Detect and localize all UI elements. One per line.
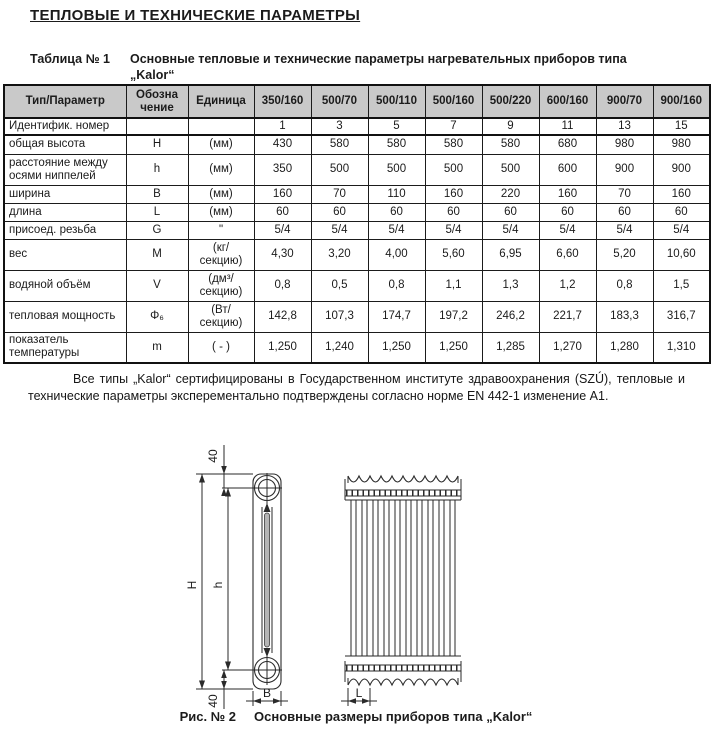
cell-unit: (кг/ секцию) (188, 239, 254, 270)
cell-value: 221,7 (539, 301, 596, 332)
cell-value: 1,240 (311, 332, 368, 363)
cell-value: 1,5 (653, 270, 710, 301)
column-header: 350/160 (254, 85, 311, 118)
cell-value: 500 (425, 154, 482, 185)
cell-value: 5/4 (482, 221, 539, 239)
cell-value: 1,250 (254, 332, 311, 363)
table-row (4, 203, 710, 221)
cell-value: 580 (368, 135, 425, 154)
cell-value: 1,250 (368, 332, 425, 363)
cell-param: длина (4, 203, 126, 221)
table-row (4, 239, 710, 270)
cell-value: 316,7 (653, 301, 710, 332)
cell-value: 5/4 (368, 221, 425, 239)
table-row (4, 185, 710, 203)
column-header: Обозна чение (126, 85, 188, 118)
cell-unit: (мм) (188, 185, 254, 203)
cell-value: 160 (653, 185, 710, 203)
cell-value: 160 (254, 185, 311, 203)
cell-param: ширина (4, 185, 126, 203)
cell-value: 4,00 (368, 239, 425, 270)
cell-symbol: L (126, 203, 188, 221)
cell-value: 11 (539, 118, 596, 135)
radiator-side-view (252, 473, 282, 689)
cell-symbol (126, 118, 188, 135)
cell-value: 5,60 (425, 239, 482, 270)
cell-value: 1,310 (653, 332, 710, 363)
cell-value: 6,60 (539, 239, 596, 270)
cell-value: 60 (539, 203, 596, 221)
table-row (4, 270, 710, 301)
cell-value: 1 (254, 118, 311, 135)
cell-value: 1,2 (539, 270, 596, 301)
cell-symbol: M (126, 239, 188, 270)
cell-value: 430 (254, 135, 311, 154)
front-view-dimensions (341, 686, 377, 706)
cell-value: 197,2 (425, 301, 482, 332)
cell-value: 60 (368, 203, 425, 221)
cell-param: вес (4, 239, 126, 270)
cell-value: 580 (425, 135, 482, 154)
cell-value: 0,8 (368, 270, 425, 301)
cell-symbol: B (126, 185, 188, 203)
cell-value: 5/4 (653, 221, 710, 239)
cell-symbol: Φ₆ (126, 301, 188, 332)
cell-value: 5/4 (539, 221, 596, 239)
cell-value: 13 (596, 118, 653, 135)
cell-value: 160 (425, 185, 482, 203)
cell-unit: " (188, 221, 254, 239)
table-caption-line1: Основные тепловые и технические параметры нагревательных приборов типа (130, 52, 627, 66)
cell-value: 15 (653, 118, 710, 135)
cell-value: 174,7 (368, 301, 425, 332)
cell-value: 0,8 (254, 270, 311, 301)
dim-label-H: H (185, 580, 199, 590)
cell-value: 160 (539, 185, 596, 203)
cell-param: общая высота (4, 135, 126, 154)
cell-param: тепловая мощность (4, 301, 126, 332)
certification-note: Все типы „Kalor“ сертифицированы в Государственном институте здравоохранения (SZÚ), тепловые и технические параметры эксперементально подтверждены согласно норме EN 442-1 изменение А1. (28, 372, 685, 403)
table-row (4, 221, 710, 239)
cell-value: 246,2 (482, 301, 539, 332)
cell-symbol: h (126, 154, 188, 185)
table-caption-label: Таблица № 1 (30, 52, 110, 66)
radiator-front-view (345, 476, 461, 685)
cell-unit: (мм) (188, 135, 254, 154)
cell-value: 10,60 (653, 239, 710, 270)
cell-value: 500 (482, 154, 539, 185)
cell-value: 500 (368, 154, 425, 185)
cell-value: 980 (596, 135, 653, 154)
cell-param: присоед. резьба (4, 221, 126, 239)
cell-symbol: H (126, 135, 188, 154)
table-caption-text (130, 51, 692, 83)
dim-label-L: L (355, 686, 363, 700)
parameters-table (3, 84, 711, 364)
cell-unit: (дм³/ секцию) (188, 270, 254, 301)
cell-value: 60 (425, 203, 482, 221)
cell-value: 5 (368, 118, 425, 135)
page-title: ТЕПЛОВЫЕ И ТЕХНИЧЕСКИЕ ПАРАМЕТРЫ (30, 7, 361, 24)
cell-unit (188, 118, 254, 135)
cell-value: 220 (482, 185, 539, 203)
table-caption (30, 51, 692, 83)
table-header-row (4, 85, 710, 118)
figure-caption-label: Рис. № 2 (179, 709, 237, 724)
cell-value: 900 (653, 154, 710, 185)
cell-symbol: V (126, 270, 188, 301)
cell-symbol: G (126, 221, 188, 239)
cell-value: 3 (311, 118, 368, 135)
cell-value: 60 (482, 203, 539, 221)
cell-value: 1,3 (482, 270, 539, 301)
cell-value: 350 (254, 154, 311, 185)
column-header: 500/220 (482, 85, 539, 118)
table-row (4, 332, 710, 363)
cell-value: 5,20 (596, 239, 653, 270)
cell-value: 1,270 (539, 332, 596, 363)
column-header: 500/70 (311, 85, 368, 118)
column-header: Тип/Параметр (4, 85, 126, 118)
cell-value: 980 (653, 135, 710, 154)
cell-value: 9 (482, 118, 539, 135)
dim-label-h: h (211, 581, 225, 589)
cell-value: 3,20 (311, 239, 368, 270)
cell-value: 183,3 (596, 301, 653, 332)
dim-label-B: B (262, 686, 272, 700)
radiator-dimensions-figure (0, 443, 712, 711)
cell-value: 5/4 (425, 221, 482, 239)
cell-param: показатель температуры (4, 332, 126, 363)
cell-value: 60 (311, 203, 368, 221)
cell-param: Идентифик. номер (4, 118, 126, 135)
column-header: 500/160 (425, 85, 482, 118)
cell-value: 70 (596, 185, 653, 203)
cell-value: 600 (539, 154, 596, 185)
cell-unit: (мм) (188, 203, 254, 221)
cell-value: 580 (311, 135, 368, 154)
side-view-dimensions (185, 445, 288, 709)
cell-value: 110 (368, 185, 425, 203)
cell-value: 900 (596, 154, 653, 185)
cell-value: 5/4 (596, 221, 653, 239)
cell-param: водяной объём (4, 270, 126, 301)
cell-param: расстояние между осями ниппелей (4, 154, 126, 185)
cell-value: 1,285 (482, 332, 539, 363)
table-caption-line2: „Kalor“ (130, 68, 175, 82)
cell-unit: ( - ) (188, 332, 254, 363)
column-header: Единица (188, 85, 254, 118)
cell-value: 60 (254, 203, 311, 221)
column-header: 500/110 (368, 85, 425, 118)
cell-value: 5/4 (254, 221, 311, 239)
cell-unit: (мм) (188, 154, 254, 185)
column-header: 600/160 (539, 85, 596, 118)
cell-value: 60 (653, 203, 710, 221)
cell-value: 680 (539, 135, 596, 154)
table-row (4, 118, 710, 135)
cell-value: 107,3 (311, 301, 368, 332)
cell-value: 500 (311, 154, 368, 185)
table-row (4, 301, 710, 332)
cell-value: 1,250 (425, 332, 482, 363)
figure-caption (0, 709, 712, 724)
cell-unit: (Вт/ секцию) (188, 301, 254, 332)
cell-value: 4,30 (254, 239, 311, 270)
cell-symbol: m (126, 332, 188, 363)
cell-value: 0,8 (596, 270, 653, 301)
dim-label-top-40: 40 (206, 449, 220, 463)
cell-value: 1,280 (596, 332, 653, 363)
cell-value: 142,8 (254, 301, 311, 332)
cell-value: 5/4 (311, 221, 368, 239)
cell-value: 0,5 (311, 270, 368, 301)
column-header: 900/160 (653, 85, 710, 118)
column-header: 900/70 (596, 85, 653, 118)
table-row (4, 154, 710, 185)
cell-value: 60 (596, 203, 653, 221)
cell-value: 7 (425, 118, 482, 135)
table-row (4, 135, 710, 154)
cell-value: 6,95 (482, 239, 539, 270)
figure-caption-text: Основные размеры приборов типа „Kalor“ (254, 709, 533, 724)
cell-value: 1,1 (425, 270, 482, 301)
cell-value: 580 (482, 135, 539, 154)
dim-label-bottom-40: 40 (206, 694, 220, 708)
cell-value: 70 (311, 185, 368, 203)
